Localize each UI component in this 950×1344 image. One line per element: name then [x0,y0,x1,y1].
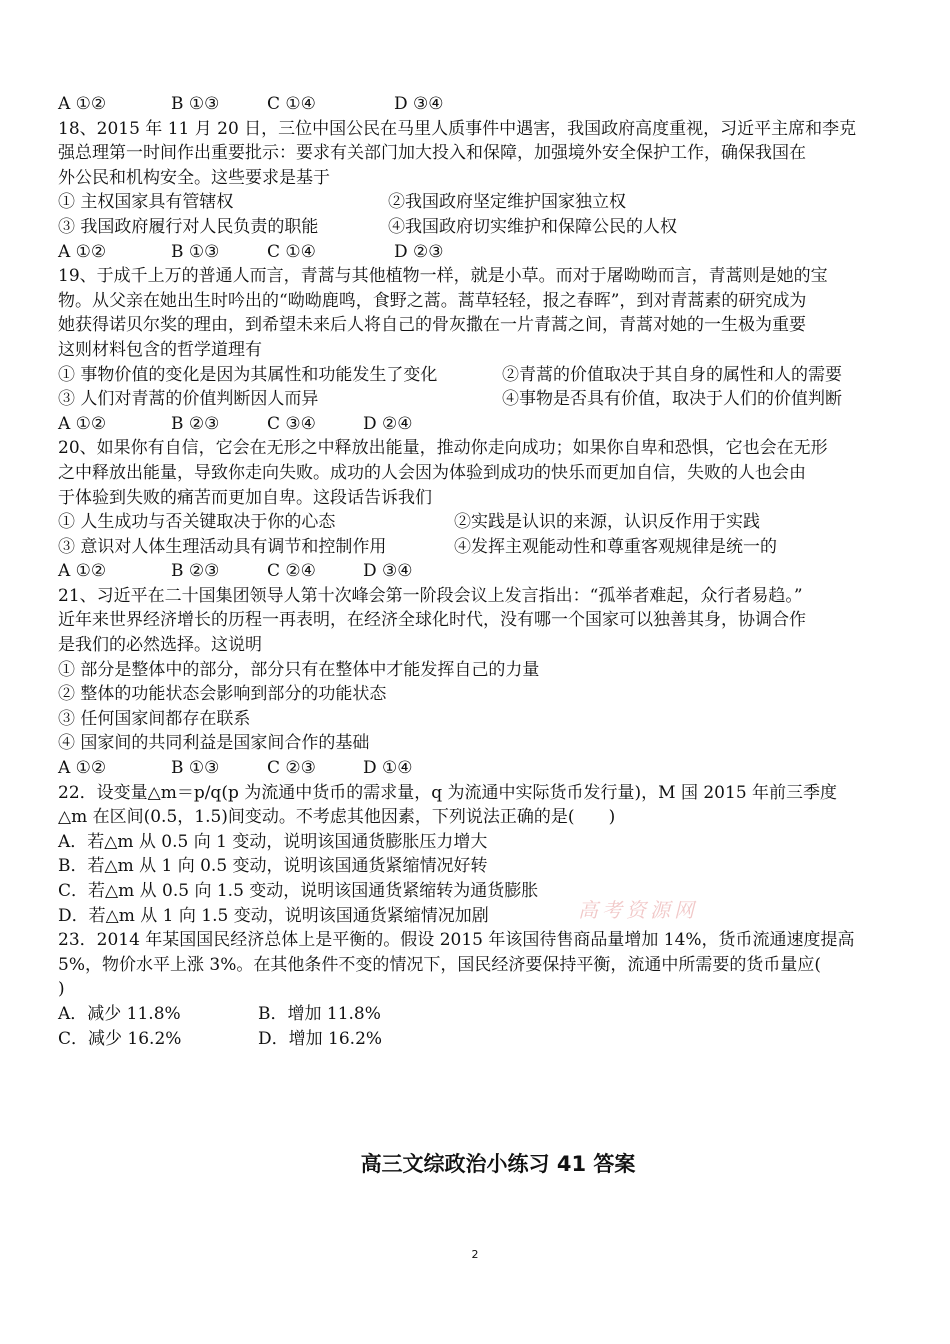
q20-item-2: ②实践是认识的来源，认识反作用于实践 [454,512,760,533]
q22-stem-line: 22．设变量△m＝p/q(p 为流通中货币的需求量，q 为流通中实际货币发行量)，M 国 2015 年前三季度 [58,782,838,803]
q19-items-row [58,363,898,388]
q22-option-b: B．若△m 从 1 向 0.5 变动，说明该国通货紧缩情况好转 [58,856,488,877]
q19-option-b: B ②③ [171,413,220,434]
q20-stem-line: 之中释放出能量，导致你走向失败。成功的人会因为体验到成功的快乐而更加自信，失败的人也会由 [58,462,806,483]
q20-option-b: B ②③ [171,561,220,582]
q20-item-1: ① 人生成功与否关键取决于你的心态 [58,512,336,533]
q20-item-4: ④发挥主观能动性和尊重客观规律是统一的 [454,536,777,557]
q21-option-c: C ②③ [267,758,316,779]
q18-option-a: A ①② [58,241,107,262]
q21-options [58,756,898,781]
q19-item-1: ① 事物价值的变化是因为其属性和功能发生了变化 [58,364,438,385]
q20-option-c: C ②④ [267,561,316,582]
q18-items-row [58,190,898,215]
q19-item-4: ④事物是否具有价值，取决于人们的价值判断 [502,389,842,410]
question-22 [58,781,898,929]
q21-option-b: B ①③ [171,758,220,779]
q21-stem-line: 近年来世界经济增长的历程一再表明，在经济全球化时代，没有哪一个国家可以独善其身，协调合作 [58,610,806,631]
q21-stem-line: 21、习近平在二十国集团领导人第十次峰会第一阶段会议上发言指出：“孤举者难起，众行者易趋。” [58,585,803,606]
q17-options [58,92,898,117]
q23-option-b: B．增加 11.8% [258,1003,381,1024]
question-23 [58,928,898,1051]
q20-item-3: ③ 意识对人体生理活动具有调节和控制作用 [58,536,387,557]
q19-stem-line: 这则材料包含的哲学道理有 [58,339,262,360]
q19-items-row [58,387,898,412]
q21-item: ③ 任何国家间都存在联系 [58,708,251,729]
q18-item-2: ②我国政府坚定维护国家独立权 [388,192,626,213]
q23-option-a: A．减少 11.8% [58,1003,181,1024]
watermark: 高考资源网 [578,898,698,922]
q19-options [58,412,898,437]
question-20 [58,436,898,584]
q19-option-a: A ①② [58,413,107,434]
q21-item: ① 部分是整体中的部分，部分只有在整体中才能发挥自己的力量 [58,659,540,680]
q18-stem-line: 18、2015 年 11 月 20 日，三位中国公民在马里人质事件中遇害，我国政府高度重视，习近平主席和李克 [58,118,857,139]
q20-option-d: D ③④ [363,561,413,582]
q23-option-d: D．增加 16.2% [258,1028,383,1049]
q20-stem-line: 于体验到失败的痛苦而更加自卑。这段话告诉我们 [58,487,432,508]
answer-title: 高三文综政治小练习 41 答案 [360,1152,636,1177]
q19-stem-line: 她获得诺贝尔奖的理由，到希望未来后人将自己的骨灰撒在一片青蒿之间，青蒿对她的一生极为重要 [58,315,806,336]
q18-stem-line: 外公民和机构安全。这些要求是基于 [58,167,330,188]
q23-stem-line: 5%，物价水平上涨 3%。在其他条件不变的情况下，国民经济要保持平衡，流通中所需要的货币量应( [58,954,821,975]
q18-item-3: ③ 我国政府履行对人民负责的职能 [58,216,319,237]
q21-option-d: D ①④ [363,758,413,779]
q18-item-4: ④我国政府切实维护和保障公民的人权 [388,216,677,237]
q20-options [58,559,898,584]
q20-items-row [58,535,898,560]
q19-item-3: ③ 人们对青蒿的价值判断因人而异 [58,389,319,410]
q19-option-c: C ③④ [267,413,316,434]
q19-item-2: ②青蒿的价值取决于其自身的属性和人的需要 [502,364,842,385]
q19-option-d: D ②④ [363,413,413,434]
q23-stem-line: ) [58,979,65,1000]
q22-stem-line: △m 在区间(0.5，1.5)间变动。不考虑其他因素，下列说法正确的是( ) [58,807,616,828]
q19-stem-line: 19、于成千上万的普通人而言，青蒿与其他植物一样，就是小草。而对于屠呦呦而言，青蒿则是她的宝 [58,266,828,287]
page-number: 2 [471,1248,479,1261]
q23-stem-line: 23．2014 年某国国民经济总体上是平衡的。假设 2015 年该国待售商品量增加 14%，货币流通速度提高 [58,930,855,951]
q18-option-d: D ②③ [394,241,444,262]
q18-items-row [58,215,898,240]
q17-option-b: B ①③ [171,94,220,114]
q23-option-c: C．减少 16.2% [58,1028,182,1049]
q17-option-a: A ①② [58,94,107,114]
q21-option-a: A ①② [58,758,107,779]
q21-item: ② 整体的功能状态会影响到部分的功能状态 [58,684,387,705]
q22-option-c: C．若△m 从 0.5 向 1.5 变动，说明该国通货紧缩转为通货膨胀 [58,881,539,901]
q22-option-d: D．若△m 从 1 向 1.5 变动，说明该国通货紧缩情况加剧 [58,905,489,926]
q20-stem-line: 20、如果你有自信，它会在无形之中释放出能量，推动你走向成功；如果你自卑和恐惧，它也会在无形 [58,438,828,459]
q19-stem-line: 物。从父亲在她出生时吟出的“呦呦鹿鸣，食野之蒿。蒿草轻轻，报之春晖”，到对青蒿素的研究成为 [58,290,807,311]
q21-item: ④ 国家间的共同利益是国家间合作的基础 [58,733,370,754]
q18-stem-line: 强总理第一时间作出重要批示：要求有关部门加大投入和保障，加强境外安全保护工作，确保我国在 [58,143,806,164]
q23-options-row [58,1027,898,1052]
q23-options-row [58,1002,898,1027]
q22-option-a: A．若△m 从 0.5 向 1 变动，说明该国通货膨胀压力增大 [58,831,488,852]
question-18 [58,117,898,265]
q18-option-c: C ①④ [267,241,316,262]
q20-items-row [58,510,898,535]
document-body [58,92,898,1179]
q18-options [58,240,898,265]
q21-stem-line: 是我们的必然选择。这说明 [58,635,262,656]
q17-option-d: D ③④ [394,94,444,114]
q20-option-a: A ①② [58,561,107,582]
question-19 [58,264,898,436]
q17-option-c: C ①④ [267,94,316,114]
question-21 [58,584,898,781]
q18-option-b: B ①③ [171,241,220,262]
q18-item-1: ① 主权国家具有管辖权 [58,192,234,213]
